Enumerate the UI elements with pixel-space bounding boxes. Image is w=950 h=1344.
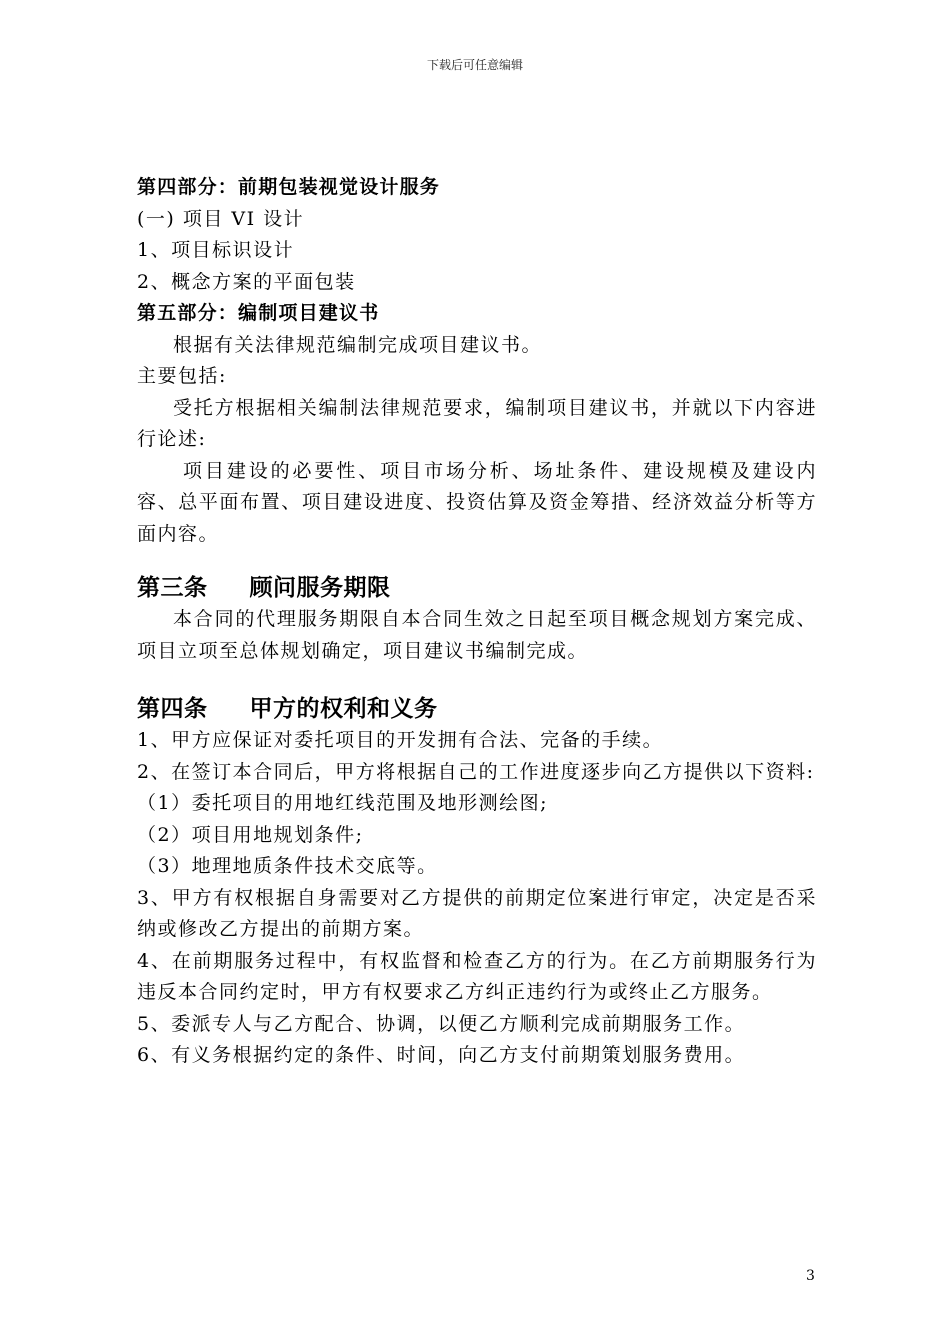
- article-4-item-2: 2、在签订本合同后，甲方将根据自己的工作进度逐步向乙方提供以下资料:: [137, 760, 815, 783]
- article-4-number: 第四条: [137, 696, 208, 722]
- part5-paragraph-4: 项目建设的必要性、项目市场分析、场址条件、建设规模及建设内容、总平面布置、项目建设进度、投资估算及资金筹措、经济效益分析等方面内容。: [137, 459, 817, 545]
- article-4-item-5: 5、委派专人与乙方配合、协调，以便乙方顺利完成前期服务工作。: [137, 1012, 746, 1035]
- part5-paragraph-1: 根据有关法律规范编制完成项目建议书。: [173, 333, 543, 356]
- page-number: 3: [806, 1268, 815, 1284]
- article-4-subitem-2: （2）项目用地规划条件;: [137, 823, 364, 846]
- part5-paragraph-2: 主要包括:: [137, 365, 227, 387]
- part4-subheading: (一) 项目 VI 设计: [137, 207, 305, 230]
- part4-item-1: 1、项目标识设计: [137, 239, 295, 261]
- part4-item-2: 2、概念方案的平面包装: [137, 270, 356, 293]
- article-4-subitem-3: （3）地理地质条件技术交底等。: [137, 855, 438, 877]
- article-3-body: 本合同的代理服务期限自本合同生效之日起至项目概念规划方案完成、项目立项至总体规划确定，项目建议书编制完成。: [137, 608, 817, 662]
- article-4-title: 甲方的权利和义务: [249, 696, 438, 722]
- article-4-subitem-1: （1）委托项目的用地红线范围及地形测绘图;: [137, 792, 548, 814]
- article-4-item-6: 6、有义务根据约定的条件、时间，向乙方支付前期策划服务费用。: [137, 1044, 746, 1066]
- article-3-title: 顾问服务期限: [249, 575, 391, 601]
- article-4-item-3: 3、甲方有权根据自身需要对乙方提供的前期定位案进行审定，决定是否采纳或修改乙方提出的前期方案。: [137, 886, 817, 940]
- part5-paragraph-3: 受托方根据相关编制法律规范要求，编制项目建议书，并就以下内容进行论述:: [137, 396, 817, 450]
- article-4-item-4: 4、在前期服务过程中，有权监督和检查乙方的行为。在乙方前期服务行为违反本合同约定时，甲方有权要求乙方纠正违约行为或终止乙方服务。: [137, 949, 817, 1003]
- document-body: [137, 172, 817, 1072]
- part5-heading: 第五部分：编制项目建议书: [137, 302, 380, 324]
- article-4-item-1: 1、甲方应保证对委托项目的开发拥有合法、完备的手续。: [137, 729, 664, 751]
- article-4-heading: [137, 693, 817, 725]
- article-3-heading: [137, 572, 817, 604]
- article-3-number: 第三条: [137, 575, 208, 601]
- header-note: 下载后可任意编辑: [426, 58, 523, 72]
- part4-heading: 第四部分：前期包装视觉设计服务: [137, 176, 441, 198]
